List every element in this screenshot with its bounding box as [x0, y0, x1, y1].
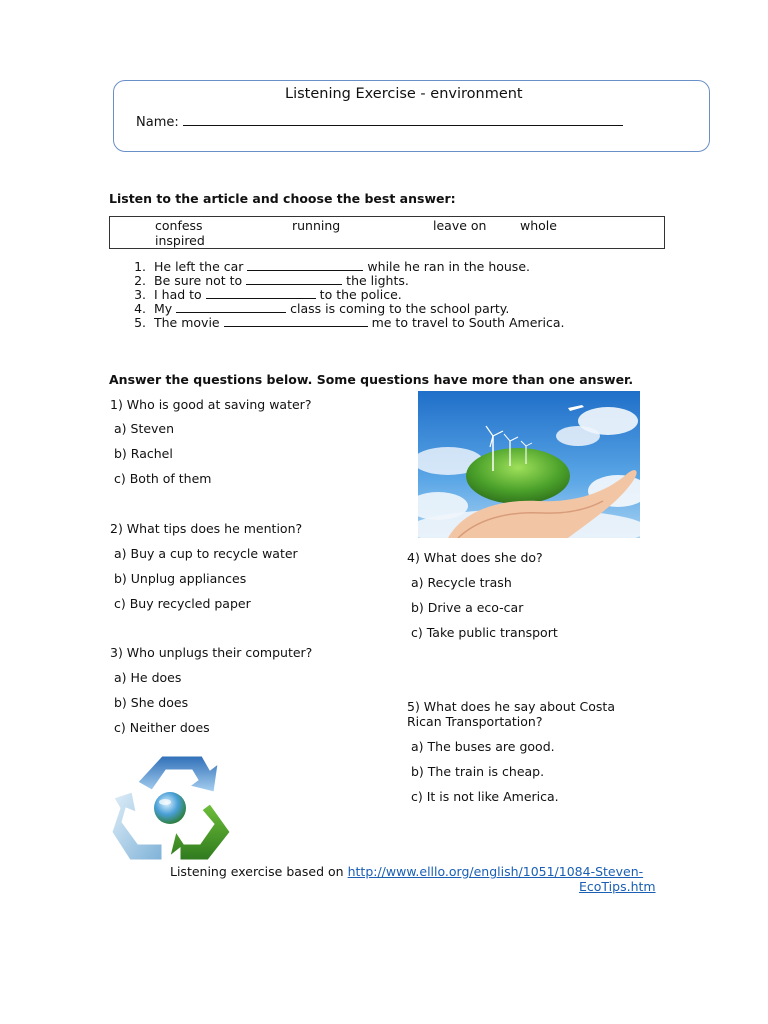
q3-option-c[interactable]: c) Neither does	[114, 720, 210, 735]
question-5-line1: 5) What does he say about Costa	[407, 699, 615, 714]
answer-blank[interactable]	[246, 274, 342, 285]
item-text-after: to the police.	[319, 287, 402, 302]
q5-option-c[interactable]: c) It is not like America.	[411, 789, 559, 804]
item-text-after: me to travel to South America.	[371, 315, 565, 330]
earth-in-hands-image	[418, 391, 640, 538]
q3-option-a[interactable]: a) He does	[114, 670, 182, 685]
question-1: 1) Who is good at saving water?	[110, 397, 312, 412]
q1-option-b[interactable]: b) Rachel	[114, 446, 173, 461]
item-number: 4.	[134, 301, 146, 316]
word-bank-word: leave on	[433, 218, 487, 233]
q2-option-b[interactable]: b) Unplug appliances	[114, 571, 247, 586]
item-number: 3.	[134, 287, 146, 302]
question-5-line2: Rican Transportation?	[407, 714, 543, 729]
item-text-before: My	[154, 301, 173, 316]
q3-option-b[interactable]: b) She does	[114, 695, 189, 710]
item-text-before: Be sure not to	[154, 273, 243, 288]
name-field[interactable]	[136, 114, 623, 130]
question-4: 4) What does she do?	[407, 550, 543, 565]
item-text-after: the lights.	[346, 273, 409, 288]
item-text-before: I had to	[154, 287, 202, 302]
item-number: 1.	[134, 259, 146, 274]
footer-prefix: Listening exercise based on	[170, 864, 344, 879]
item-number: 2.	[134, 273, 146, 288]
page-title: Listening Exercise - environment	[285, 86, 523, 102]
answer-blank[interactable]	[206, 288, 316, 299]
item-text-after: class is coming to the school party.	[290, 301, 510, 316]
q4-option-c[interactable]: c) Take public transport	[411, 625, 558, 640]
name-line[interactable]	[183, 114, 623, 126]
word-bank-word: running	[292, 218, 341, 233]
fill-item-5	[128, 315, 565, 330]
q5-option-b[interactable]: b) The train is cheap.	[411, 764, 545, 779]
q5-option-a[interactable]: a) The buses are good.	[411, 739, 555, 754]
word-bank-word: confess	[155, 218, 203, 233]
section2-instruction: Answer the questions below. Some questions have more than one answer.	[109, 372, 634, 387]
word-bank-word: whole	[520, 218, 557, 233]
fill-item-1	[128, 259, 530, 274]
answer-blank[interactable]	[247, 260, 363, 271]
answer-blank[interactable]	[176, 302, 286, 313]
item-text-before: The movie	[154, 315, 220, 330]
q1-option-c[interactable]: c) Both of them	[114, 471, 212, 486]
item-number: 5.	[134, 315, 146, 330]
item-text-after: while he ran in the house.	[367, 259, 530, 274]
answer-blank[interactable]	[224, 316, 368, 327]
question-3: 3) Who unplugs their computer?	[110, 645, 313, 660]
q4-option-a[interactable]: a) Recycle trash	[411, 575, 512, 590]
q2-option-c[interactable]: c) Buy recycled paper	[114, 596, 251, 611]
q4-option-b[interactable]: b) Drive a eco-car	[411, 600, 524, 615]
source-link-line2[interactable]: EcoTips.htm	[579, 879, 656, 894]
word-bank-word: inspired	[155, 233, 205, 248]
fill-item-3	[128, 287, 402, 302]
question-2: 2) What tips does he mention?	[110, 521, 303, 536]
section1-instruction: Listen to the article and choose the best answer:	[109, 191, 456, 206]
recycle-symbol-image	[110, 752, 232, 864]
fill-item-2	[128, 273, 409, 288]
source-link[interactable]: http://www.elllo.org/english/1051/1084-Steven-	[347, 864, 644, 879]
name-label: Name:	[136, 115, 179, 130]
q2-option-a[interactable]: a) Buy a cup to recycle water	[114, 546, 298, 561]
q1-option-a[interactable]: a) Steven	[114, 421, 175, 436]
footer-source	[170, 864, 643, 879]
item-text-before: He left the car	[154, 259, 244, 274]
fill-item-4	[128, 301, 509, 316]
